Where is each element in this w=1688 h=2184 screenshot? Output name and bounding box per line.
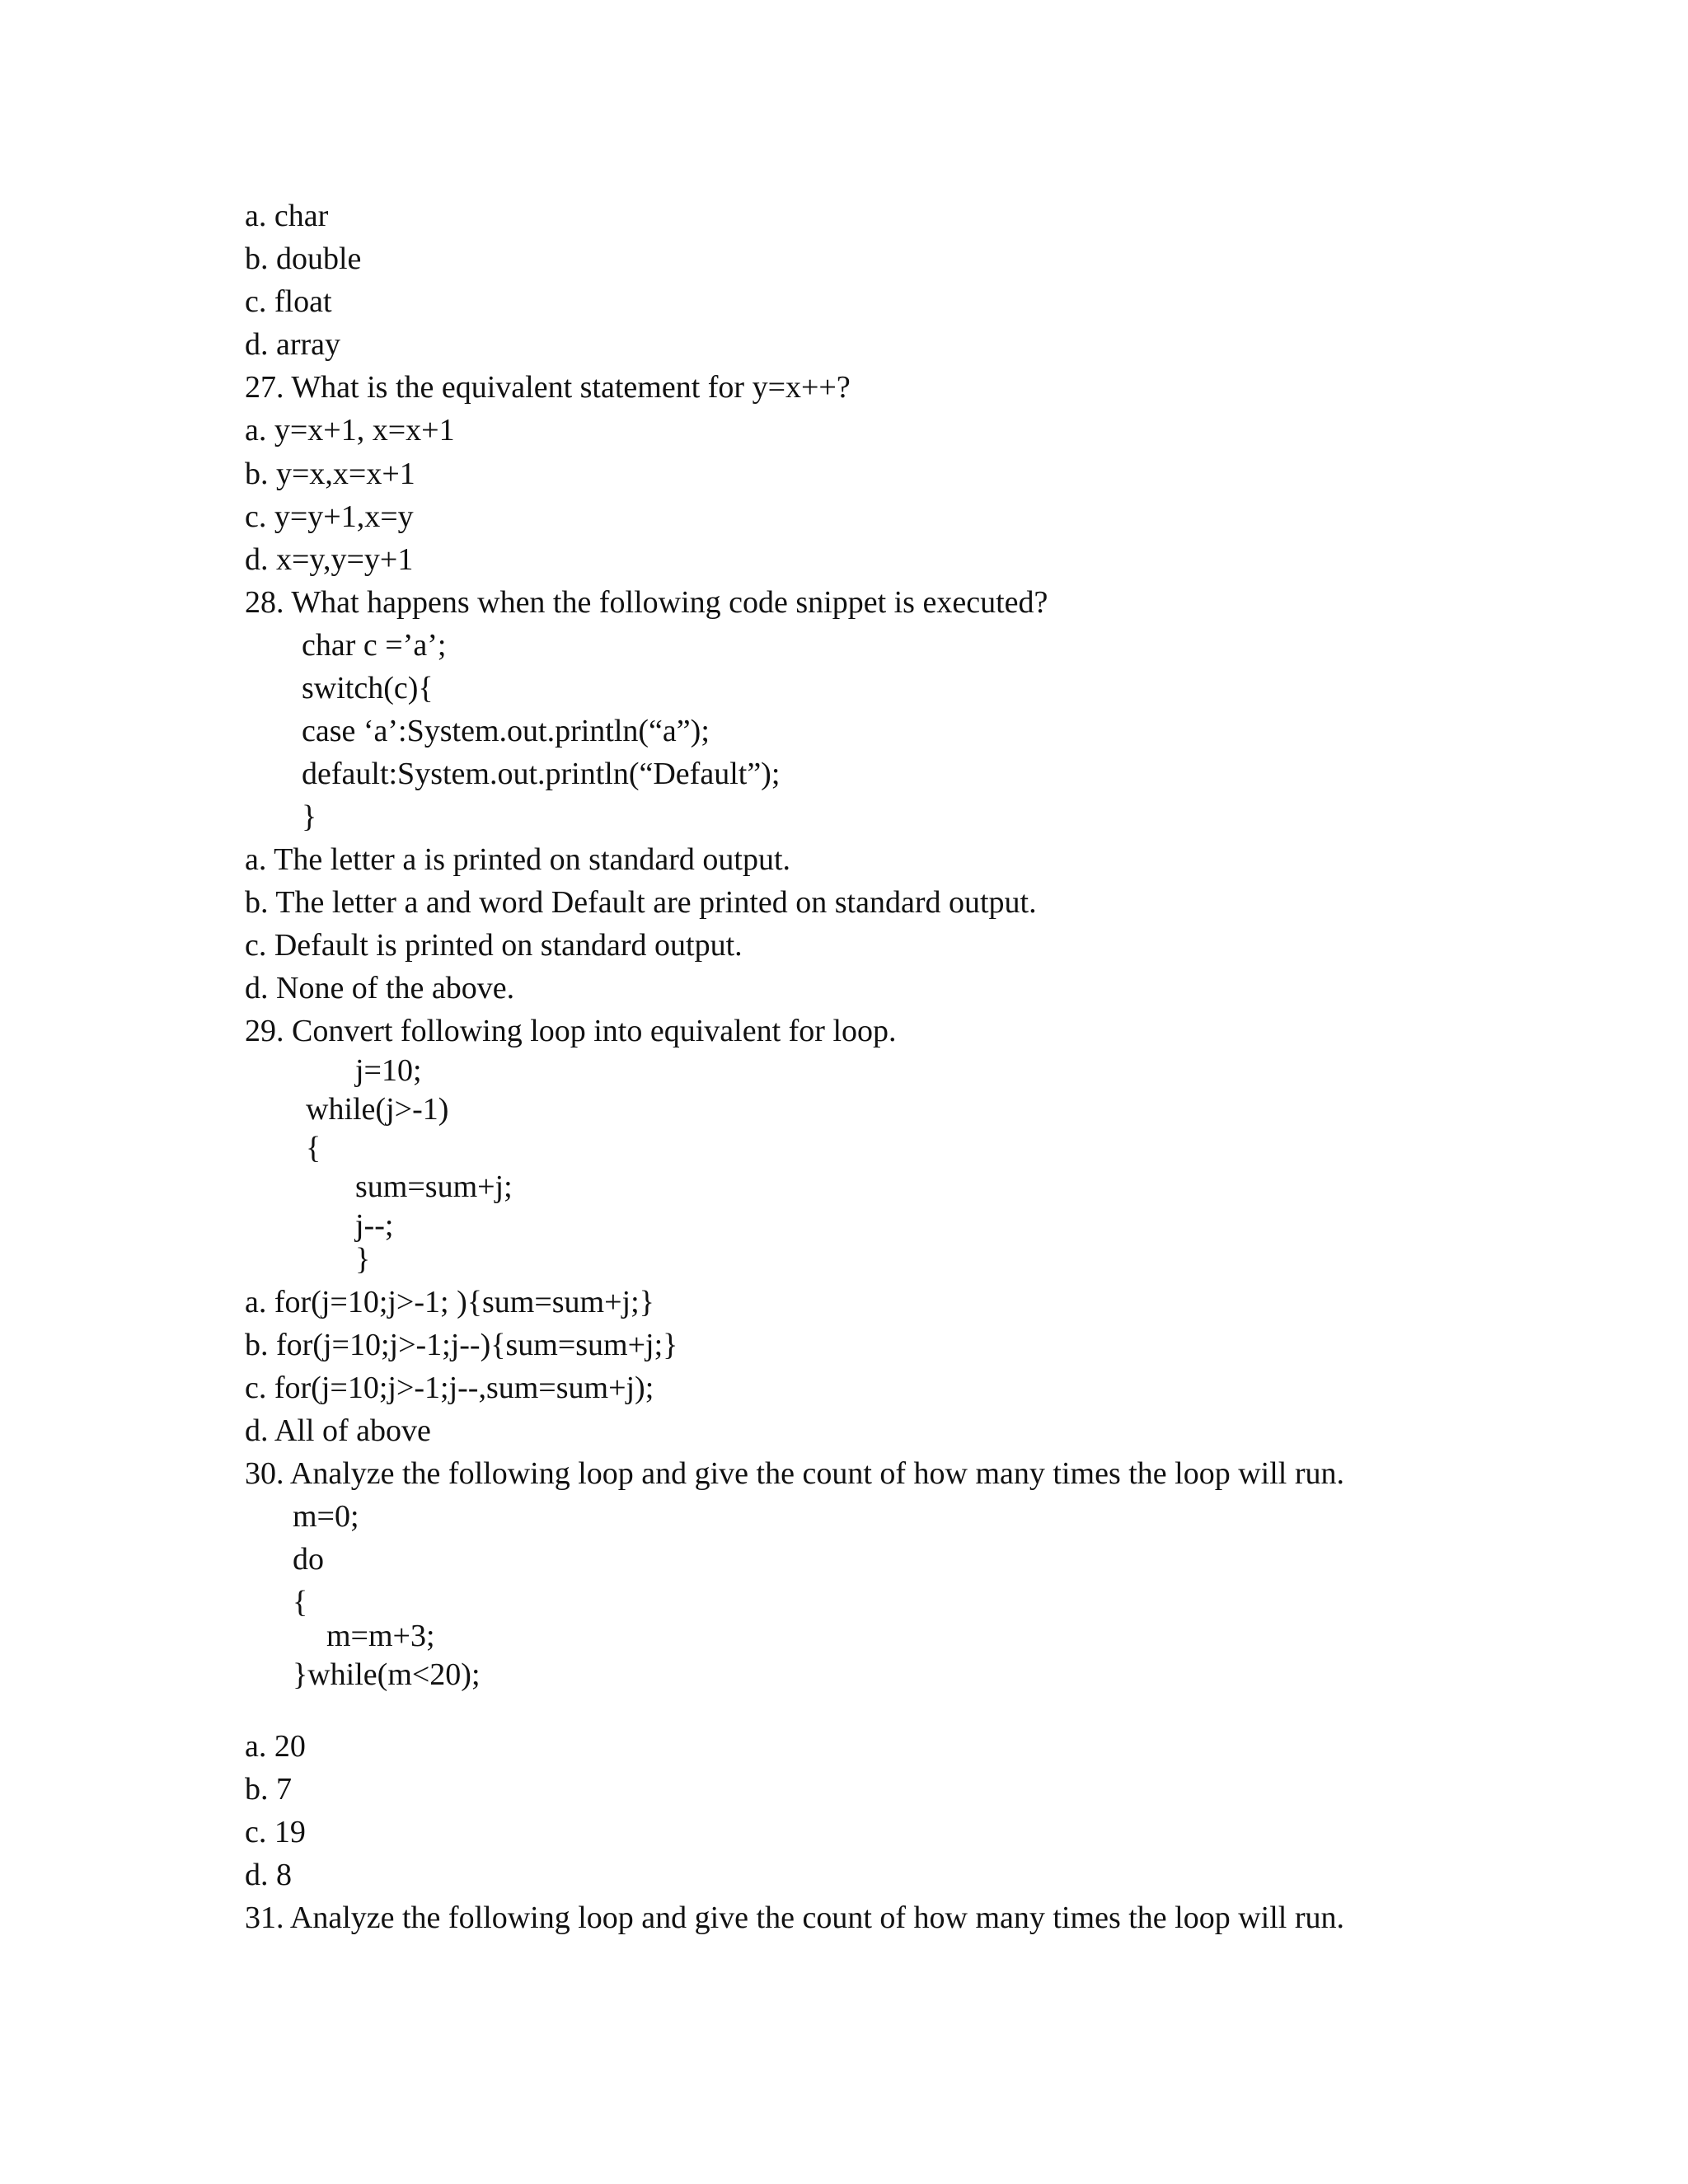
question-29: 29. Convert following loop into equivalent for loop. (245, 1014, 897, 1048)
option-line: b. for(j=10;j>-1;j--){sum=sum+j;} (245, 1328, 678, 1362)
option-line: b. The letter a and word Default are printed on standard output. (245, 885, 1037, 920)
option-line: d. 8 (245, 1858, 292, 1892)
code-line: case ‘a’:System.out.println(“a”); (302, 714, 710, 748)
code-line: char c =’a’; (302, 628, 447, 663)
question-30: 30. Analyze the following loop and give the count of how many times the loop will run. (245, 1456, 1344, 1491)
code-line: while(j>-1) (306, 1092, 449, 1127)
question-27: 27. What is the equivalent statement for y=x++? (245, 370, 851, 405)
question-31: 31. Analyze the following loop and give the count of how many times the loop will run. (245, 1900, 1344, 1935)
code-line: sum=sum+j; (355, 1169, 513, 1204)
option-line: d. x=y,y=y+1 (245, 542, 414, 577)
code-line: do (293, 1542, 324, 1577)
option-line: a. for(j=10;j>-1; ){sum=sum+j;} (245, 1285, 654, 1319)
option-line: a. The letter a is printed on standard output. (245, 842, 791, 877)
code-line: j=10; (355, 1053, 422, 1088)
option-line: c. float (245, 284, 332, 319)
option-line: d. array (245, 327, 341, 362)
option-line: c. y=y+1,x=y (245, 499, 414, 534)
option-line: b. 7 (245, 1772, 292, 1807)
option-line: b. double (245, 241, 362, 276)
code-line: } (355, 1242, 371, 1277)
code-line: }while(m<20); (293, 1657, 481, 1692)
option-line: c. for(j=10;j>-1;j--,sum=sum+j); (245, 1371, 654, 1405)
option-line: b. y=x,x=x+1 (245, 457, 415, 491)
option-line: a. y=x+1, x=x+1 (245, 413, 455, 448)
option-line: d. None of the above. (245, 971, 515, 1005)
option-line: d. All of above (245, 1413, 431, 1448)
option-line: a. 20 (245, 1729, 306, 1764)
code-line: switch(c){ (302, 671, 434, 705)
code-line: { (293, 1585, 308, 1619)
code-line: } (302, 799, 317, 834)
code-line: j--; (355, 1208, 394, 1243)
code-line: m=m+3; (326, 1619, 435, 1653)
code-line: { (306, 1131, 321, 1165)
code-line: m=0; (293, 1499, 359, 1534)
question-28: 28. What happens when the following code snippet is executed? (245, 585, 1048, 620)
option-line: a. char (245, 199, 329, 233)
option-line: c. Default is printed on standard output. (245, 928, 743, 963)
option-line: c. 19 (245, 1815, 306, 1849)
code-line: default:System.out.println(“Default”); (302, 757, 781, 791)
